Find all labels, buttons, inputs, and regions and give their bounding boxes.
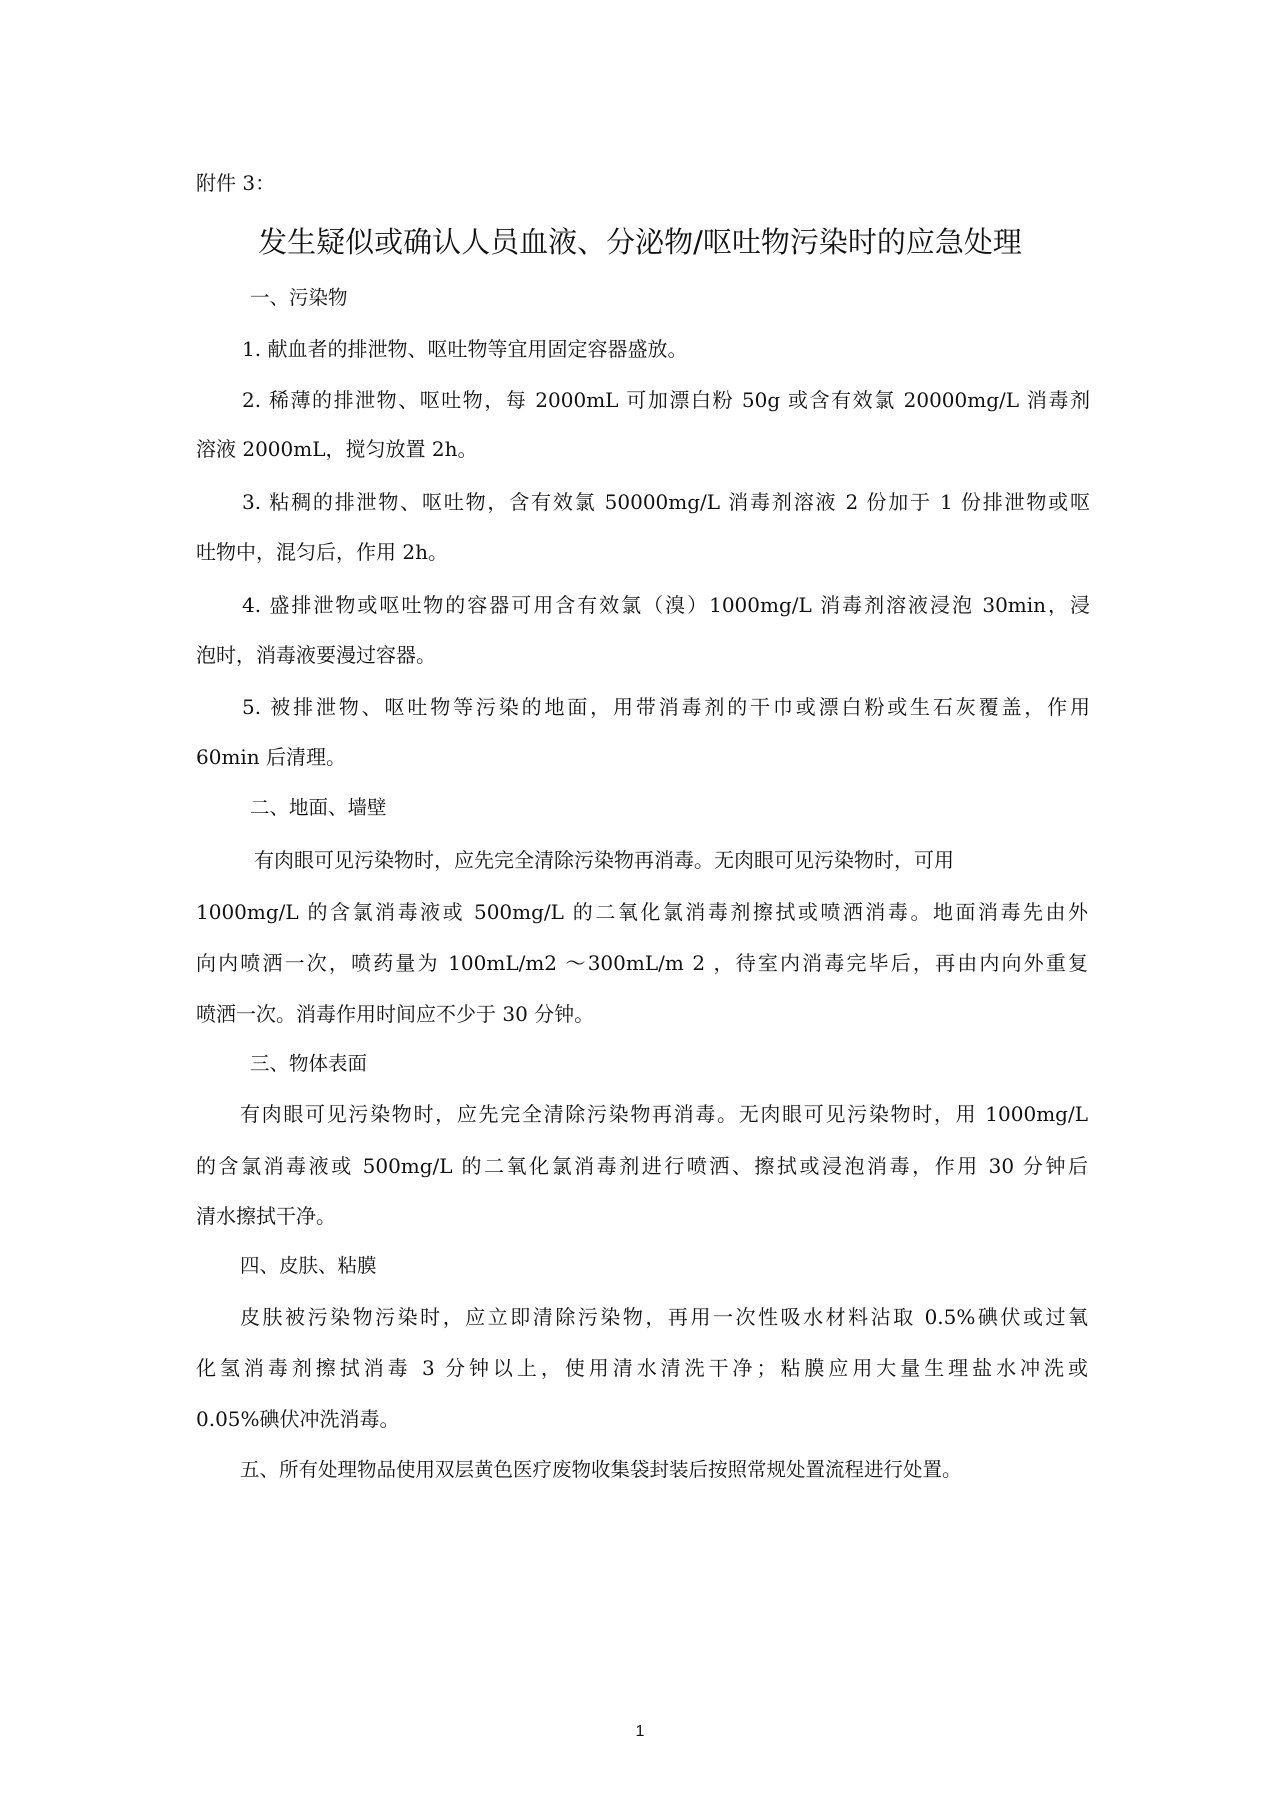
item-3-line-1: 3. 粘稠的排泄物、呕吐物，含有效氯 50000mg/L 消毒剂溶液 2 份加于 1 份排泄物或呕 — [242, 490, 1090, 514]
item-1-line-1: 1. 献血者的排泄物、呕吐物等宜用固定容器盛放。 — [242, 337, 688, 361]
item-4-line-1: 4. 盛排泄物或呕吐物的容器可用含有效氯（溴）1000mg/L 消毒剂溶液浸泡 30min，浸 — [242, 593, 1090, 617]
skin-mucosa-paragraph-line-3: 0.05%碘伏冲洗消毒。 — [196, 1407, 400, 1431]
floor-walls-paragraph-line-4: 喷洒一次。消毒作用时间应不少于 30 分钟。 — [196, 1002, 595, 1026]
attachment-label: 附件 3： — [196, 171, 276, 195]
item-5-line-1: 5. 被排泄物、呕吐物等污染的地面，用带消毒剂的干巾或漂白粉或生石灰覆盖，作用 — [242, 695, 1090, 719]
skin-mucosa-paragraph-line-2: 化氢消毒剂擦拭消毒 3 分钟以上，使用清水清洗干净；粘膜应用大量生理盐水冲洗或 — [196, 1356, 1088, 1380]
skin-mucosa-paragraph-line-1: 皮肤被污染物污染时，应立即清除污染物，再用一次性吸水材料沾取 0.5%碘伏或过氧 — [240, 1305, 1088, 1329]
object-surfaces-paragraph-line-3: 清水擦拭干净。 — [196, 1204, 336, 1228]
section-heading-skin-mucosa: 四、皮肤、粘膜 — [240, 1254, 377, 1277]
item-5-line-2: 60min 后清理。 — [196, 745, 347, 769]
object-surfaces-paragraph-line-1: 有肉眼可见污染物时，应先完全清除污染物再消毒。无肉眼可见污染物时，用 1000mg/L — [240, 1102, 1088, 1126]
section-heading-object-surfaces: 三、物体表面 — [250, 1052, 368, 1075]
item-3-line-2: 吐物中，混匀后，作用 2h。 — [196, 540, 448, 564]
section-heading-contaminants: 一、污染物 — [250, 286, 348, 309]
item-2-line-2: 溶液 2000mL，搅匀放置 2h。 — [196, 437, 478, 461]
floor-walls-paragraph-line-1: 有肉眼可见污染物时，应先完全清除污染物再消毒。无肉眼可见污染物时，可用 — [254, 848, 954, 872]
page-number: 1 — [635, 1723, 645, 1740]
section-heading-floor-walls: 二、地面、墙壁 — [250, 796, 387, 819]
item-2-line-1: 2. 稀薄的排泄物、呕吐物，每 2000mL 可加漂白粉 50g 或含有效氯 20000mg/L 消毒剂 — [242, 388, 1090, 412]
object-surfaces-paragraph-line-2: 的含氯消毒液或 500mg/L 的二氧化氯消毒剂进行喷洒、擦拭或浸泡消毒，作用 30 分钟后 — [196, 1154, 1088, 1178]
section-heading-disposal: 五、所有处理物品使用双层黄色医疗废物收集袋封装后按照常规处置流程进行处置。 — [240, 1458, 962, 1481]
document-title: 发生疑似或确认人员血液、分泌物/呕吐物污染时的应急处理 — [258, 225, 1022, 259]
item-4-line-2: 泡时，消毒液要漫过容器。 — [196, 643, 436, 667]
floor-walls-paragraph-line-2: 1000mg/L 的含氯消毒液或 500mg/L 的二氧化氯消毒剂擦拭或喷洒消毒。地面消毒先由外 — [196, 900, 1088, 924]
floor-walls-paragraph-line-3: 向内喷洒一次，喷药量为 100mL/m2 ～300mL/m 2 ，待室内消毒完毕后，再由内向外重复 — [196, 951, 1088, 975]
